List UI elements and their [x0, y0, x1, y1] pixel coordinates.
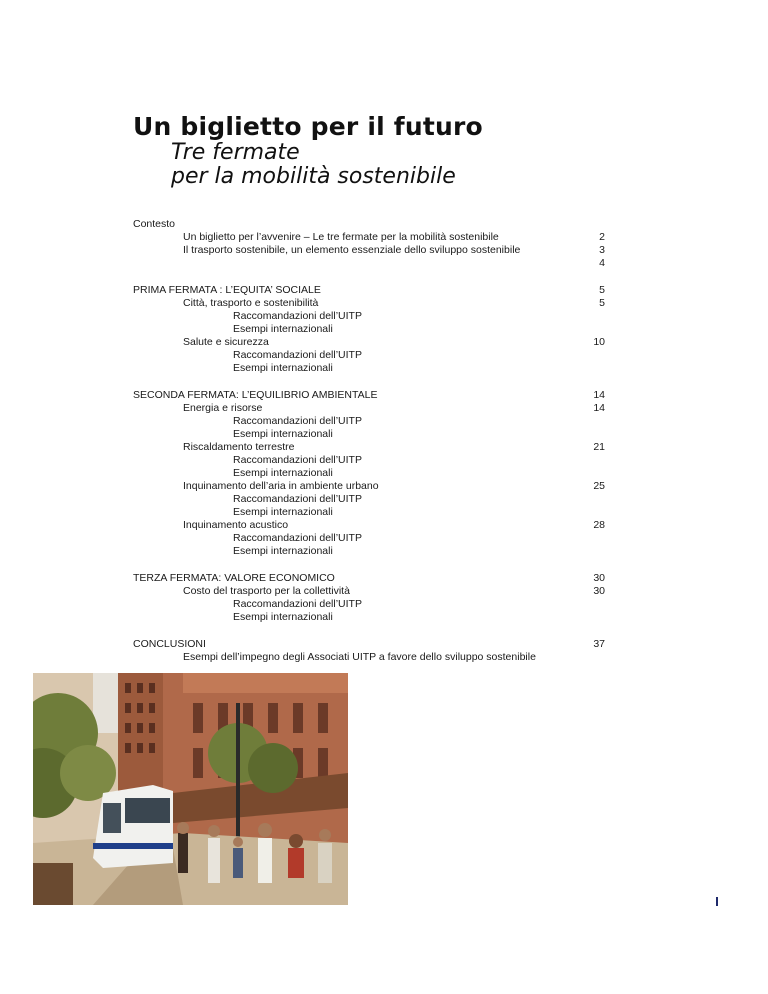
- toc-entry-label: TERZA FERMATA: VALORE ECONOMICO: [133, 572, 335, 584]
- toc-entry: [133, 532, 605, 545]
- toc-entry-label: Raccomandazioni dell’UITP: [233, 415, 362, 427]
- toc-entry-label: Energia e risorse: [183, 402, 263, 414]
- toc-entry-label: Esempi internazionali: [233, 545, 333, 557]
- toc-entry-page: 28: [593, 519, 605, 531]
- toc-entry-label: Raccomandazioni dell’UITP: [233, 598, 362, 610]
- toc-entry: [133, 585, 605, 598]
- toc-entry-label: Salute e sicurezza: [183, 336, 269, 348]
- toc-entry-label: Raccomandazioni dell’UITP: [233, 532, 362, 544]
- table-of-contents: [133, 218, 605, 664]
- document-subtitle-line2: per la mobilità sostenibile: [171, 164, 456, 189]
- toc-entry-page: 30: [593, 585, 605, 597]
- toc-entry: [133, 389, 605, 402]
- toc-entry: [133, 244, 605, 257]
- toc-entry-label: Esempi internazionali: [233, 428, 333, 440]
- toc-entry-label: Esempi dell’impegno degli Associati UITP a favore dello sviluppo sostenibile: [183, 651, 536, 663]
- toc-entry: [133, 454, 605, 467]
- toc-entry-label: SECONDA FERMATA: L’EQUILIBRIO AMBIENTALE: [133, 389, 378, 401]
- toc-entry-label: Esempi internazionali: [233, 362, 333, 374]
- toc-entry: [133, 611, 605, 624]
- toc-entry: [133, 545, 605, 558]
- toc-entry: [133, 506, 605, 519]
- toc-entry-page: 14: [593, 402, 605, 414]
- toc-section-gap: [133, 558, 605, 572]
- toc-entry-label: Esempi internazionali: [233, 323, 333, 335]
- toc-entry-page: 3: [599, 244, 605, 256]
- toc-entry-label: CONCLUSIONI: [133, 638, 206, 650]
- toc-entry-page: 30: [593, 572, 605, 584]
- toc-entry-label: Riscaldamento terrestre: [183, 441, 295, 453]
- document-title: Un biglietto per il futuro: [133, 112, 483, 141]
- toc-entry-page: 25: [593, 480, 605, 492]
- toc-entry-label: PRIMA FERMATA : L’EQUITA’ SOCIALE: [133, 284, 321, 296]
- toc-entry: [133, 441, 605, 454]
- toc-entry-label: Inquinamento dell’aria in ambiente urbano: [183, 480, 379, 492]
- toc-entry-label: Costo del trasporto per la collettività: [183, 585, 350, 597]
- toc-entry-page: 5: [599, 297, 605, 309]
- toc-entry: [133, 297, 605, 310]
- toc-entry: [133, 336, 605, 349]
- toc-entry: [133, 519, 605, 532]
- toc-entry-label: Un biglietto per l’avvenire – Le tre fermate per la mobilità sostenibile: [183, 231, 499, 243]
- toc-entry: [133, 323, 605, 336]
- toc-entry: [133, 598, 605, 611]
- toc-entry-page: 5: [599, 284, 605, 296]
- toc-entry: [133, 572, 605, 585]
- toc-entry-page: 4: [599, 257, 605, 269]
- toc-entry: [133, 231, 605, 244]
- toc-entry-page: 14: [593, 389, 605, 401]
- toc-entry-label: Esempi internazionali: [233, 467, 333, 479]
- toc-entry: [133, 402, 605, 415]
- toc-entry-label: Raccomandazioni dell’UITP: [233, 454, 362, 466]
- toc-entry-page: 37: [593, 638, 605, 650]
- tram-street-photo: [33, 673, 348, 905]
- toc-entry: [133, 638, 605, 651]
- toc-entry: [133, 467, 605, 480]
- toc-entry: [133, 218, 605, 231]
- toc-entry-label: Contesto: [133, 218, 176, 230]
- toc-section-gap: [133, 270, 605, 284]
- toc-entry-label: Raccomandazioni dell’UITP: [233, 349, 362, 361]
- page-number-marker: [716, 897, 718, 906]
- toc-entry-label: Città, trasporto e sostenibilità: [183, 297, 319, 309]
- toc-entry-page: 2: [599, 231, 605, 243]
- toc-entry: [133, 310, 605, 323]
- toc-entry: [133, 651, 605, 664]
- toc-entry: [133, 284, 605, 297]
- toc-entry-label: Il trasporto sostenibile, un elemento essenziale dello sviluppo sostenibile: [183, 244, 521, 256]
- toc-entry-page: 21: [593, 441, 605, 453]
- toc-entry: [133, 257, 605, 270]
- toc-entry: [133, 362, 605, 375]
- toc-entry: [133, 428, 605, 441]
- toc-entry-label: Inquinamento acustico: [183, 519, 289, 531]
- toc-entry: [133, 349, 605, 362]
- toc-section-gap: [133, 375, 605, 389]
- toc-entry-label: Esempi internazionali: [233, 506, 333, 518]
- toc-entry-page: 10: [593, 336, 605, 348]
- toc-entry: [133, 493, 605, 506]
- toc-entry: [133, 415, 605, 428]
- toc-entry: [133, 480, 605, 493]
- document-subtitle-line1: Tre fermate: [171, 140, 300, 165]
- toc-entry-label: Raccomandazioni dell’UITP: [233, 310, 362, 322]
- toc-entry-label: Esempi internazionali: [233, 611, 333, 623]
- toc-section-gap: [133, 624, 605, 638]
- toc-entry-label: Raccomandazioni dell’UITP: [233, 493, 362, 505]
